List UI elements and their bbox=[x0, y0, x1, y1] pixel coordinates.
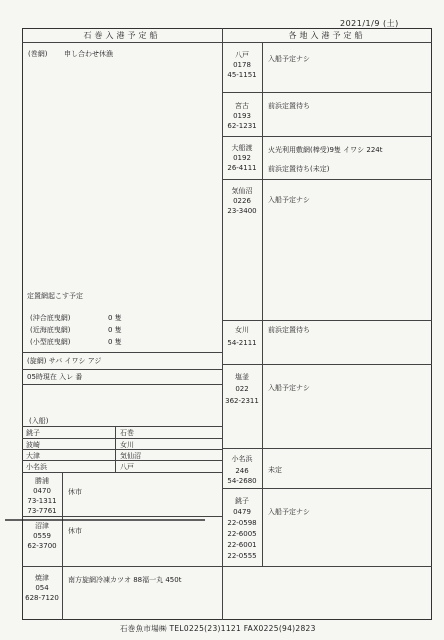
fish-line: (旋網) サバ イワシ アジ bbox=[27, 357, 102, 365]
arrivals-row-4-left: 小名浜 bbox=[26, 463, 47, 471]
arrivals-row-2-left: 波崎 bbox=[26, 441, 40, 449]
port-miyako-status: 前浜定置待ち bbox=[268, 102, 310, 110]
purse-seine-label: (巻網) bbox=[28, 50, 48, 58]
port-miyako-phone-2: 62-1231 bbox=[227, 122, 257, 130]
port-choshi-phone-5: 22-0555 bbox=[227, 552, 257, 560]
arrivals-row-3-left: 大津 bbox=[26, 452, 40, 460]
arrivals-top bbox=[22, 426, 222, 427]
teichi-title: 定置網起こす予定 bbox=[27, 292, 83, 300]
right-line-8 bbox=[222, 566, 432, 567]
right-line-6 bbox=[222, 448, 432, 449]
left-port-line-1 bbox=[22, 516, 222, 517]
port-katsuura-phone-1: 0470 bbox=[33, 487, 51, 495]
port-katsuura-phone-3: 73-7761 bbox=[27, 507, 57, 515]
teichi-value-1: 0 隻 bbox=[108, 314, 122, 322]
right-line-7 bbox=[222, 488, 432, 489]
arrivals-row-1-left: 銚子 bbox=[26, 429, 40, 437]
port-hachinohe-name: 八戸 bbox=[235, 51, 249, 59]
port-choshi-phone-3: 22-6005 bbox=[227, 530, 257, 538]
port-hachinohe-phone-1: 0178 bbox=[233, 61, 251, 69]
port-choshi-phone-2: 22-0598 bbox=[227, 519, 257, 527]
fish-divider bbox=[22, 352, 222, 353]
port-onagawa-name: 女川 bbox=[235, 326, 249, 334]
port-shiogama-phone-1: 022 bbox=[235, 385, 249, 393]
port-hachinohe-status: 入船予定ナシ bbox=[268, 55, 310, 63]
port-onahama-status: 未定 bbox=[268, 466, 282, 474]
current-status: 05時現在 入レ 番 bbox=[27, 373, 83, 381]
regional-header: 各地入港予定船 bbox=[288, 31, 366, 40]
right-line-1 bbox=[222, 92, 432, 93]
teichi-value-3: 0 隻 bbox=[108, 338, 122, 346]
port-choshi-status: 入船予定ナシ bbox=[268, 508, 310, 516]
port-ofunato-status-1: 火光利用敷網(棒受)9隻 イワシ 224t bbox=[268, 146, 383, 154]
port-kesennuma-name: 気仙沼 bbox=[231, 187, 253, 195]
port-onahama-name: 小名浜 bbox=[231, 455, 253, 463]
port-choshi-name: 銚子 bbox=[235, 497, 249, 505]
arrivals-line-2 bbox=[22, 449, 222, 450]
arrivals-bottom bbox=[22, 472, 222, 473]
port-ofunato-name: 大船渡 bbox=[231, 144, 253, 152]
right-line-3 bbox=[222, 179, 432, 180]
port-numazu-note: 休市 bbox=[68, 527, 82, 535]
arrivals-title: (入船) bbox=[29, 417, 49, 425]
document-date: 2021/1/9 (土) bbox=[340, 19, 399, 28]
arrivals-line-1 bbox=[22, 438, 222, 439]
port-shiogama-name: 塩釜 bbox=[235, 373, 249, 381]
port-miyako-name: 宮古 bbox=[235, 102, 249, 110]
port-ofunato-phone-1: 0192 bbox=[233, 154, 251, 162]
port-shiogama-phone-2: 362-2311 bbox=[225, 397, 259, 405]
teichi-value-2: 0 隻 bbox=[108, 326, 122, 334]
port-yaizu-note: 南方旋網冷凍カツオ 88福一丸 450t bbox=[68, 576, 182, 584]
port-choshi-phone-4: 22-6001 bbox=[227, 541, 257, 549]
port-ofunato-status-2: 前浜定置待ち(未定) bbox=[268, 165, 330, 173]
footer-contact: 石巻魚市場㈱ TEL0225(23)1121 FAX0225(94)2823 bbox=[120, 624, 316, 633]
teichi-label-3: (小型底曳網) bbox=[30, 338, 71, 346]
teichi-label-2: (近海底曳網) bbox=[30, 326, 71, 334]
current-divider bbox=[22, 369, 222, 370]
port-shiogama-status: 入船予定ナシ bbox=[268, 384, 310, 392]
arrivals-line-3 bbox=[22, 460, 222, 461]
port-ofunato-phone-2: 26-4111 bbox=[227, 164, 257, 172]
current-divider-2 bbox=[22, 384, 222, 385]
left-port-divider bbox=[62, 472, 63, 620]
right-line-4 bbox=[222, 320, 432, 321]
port-yaizu-phone-2: 628-7120 bbox=[25, 594, 59, 602]
right-line-2 bbox=[222, 136, 432, 137]
port-onagawa-status: 前浜定置待ち bbox=[268, 326, 310, 334]
purse-seine-note: 申し合わせ休漁 bbox=[64, 50, 113, 58]
ishinomaki-header: 石巻入港予定船 bbox=[83, 31, 161, 40]
port-yaizu-name: 焼津 bbox=[35, 574, 49, 582]
port-katsuura-note: 休市 bbox=[68, 488, 82, 496]
port-onahama-phone-2: 54-2680 bbox=[227, 477, 257, 485]
port-hachinohe-phone-2: 45-1151 bbox=[227, 71, 257, 79]
port-choshi-phone-1: 0479 bbox=[233, 508, 251, 516]
port-numazu-phone-1: 0559 bbox=[33, 532, 51, 540]
right-line-5 bbox=[222, 364, 432, 365]
header-divider bbox=[22, 42, 432, 43]
port-numazu-name: 沼津 bbox=[35, 522, 49, 530]
port-miyako-phone-1: 0193 bbox=[233, 112, 251, 120]
arrivals-row-1-right: 石巻 bbox=[120, 429, 134, 437]
teichi-label-1: (沖合底曳網) bbox=[30, 314, 71, 322]
port-onahama-phone-1: 246 bbox=[235, 467, 249, 475]
port-numazu-phone-2: 62-3700 bbox=[27, 542, 57, 550]
port-kesennuma-phone-1: 0226 bbox=[233, 197, 251, 205]
arrivals-row-3-right: 気仙沼 bbox=[120, 452, 141, 460]
port-katsuura-name: 勝浦 bbox=[35, 477, 49, 485]
port-kesennuma-phone-2: 23-3400 bbox=[227, 207, 257, 215]
arrivals-row-2-right: 女川 bbox=[120, 441, 134, 449]
port-onagawa-phone-1: 54-2111 bbox=[227, 339, 257, 347]
port-kesennuma-status: 入船予定ナシ bbox=[268, 196, 310, 204]
port-katsuura-phone-2: 73-1311 bbox=[27, 497, 57, 505]
left-port-line-2 bbox=[22, 566, 222, 567]
arrivals-row-4-right: 八戸 bbox=[120, 463, 134, 471]
port-yaizu-phone-1: 054 bbox=[35, 584, 49, 592]
